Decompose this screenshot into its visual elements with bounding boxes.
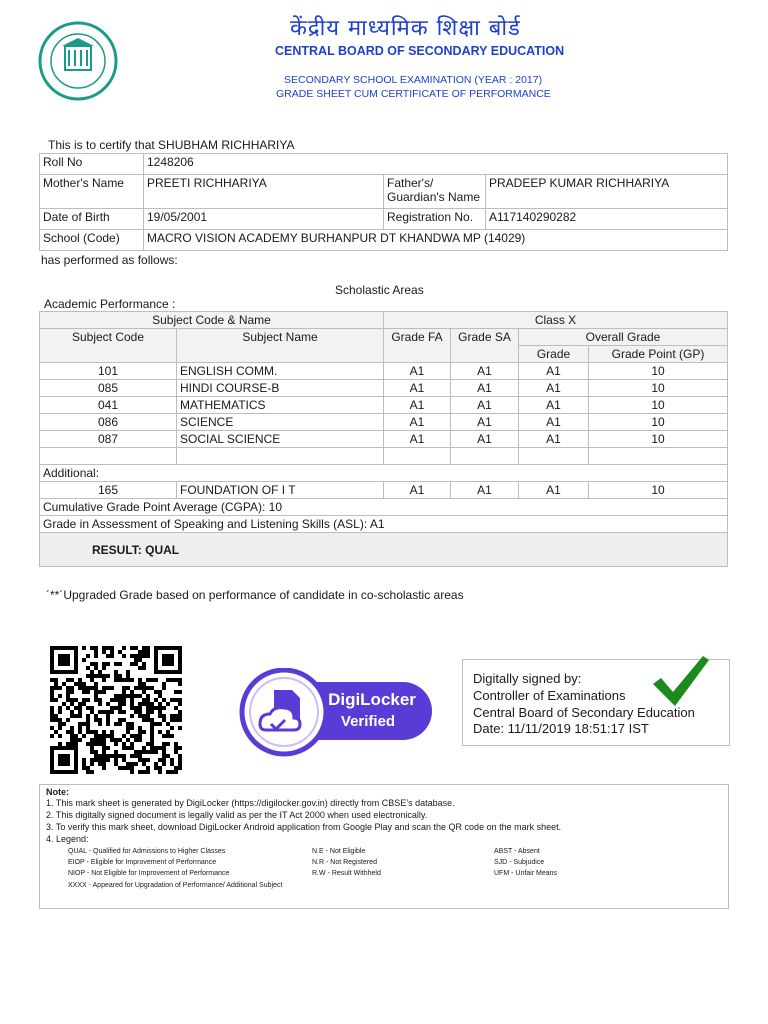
grade-fa: A1 — [384, 431, 451, 448]
note-4: 4. Legend: — [46, 834, 89, 844]
marks-table — [39, 311, 728, 567]
note-title: Note: — [46, 787, 69, 797]
header-class: Class X — [384, 312, 728, 329]
legend-ne: N.E - Not Eligible — [312, 848, 366, 855]
header-subject-code: Subject Code — [40, 329, 177, 363]
grade-point: 10 — [589, 414, 728, 431]
subject-name: MATHEMATICS — [177, 397, 384, 414]
sig-line3: Central Board of Secondary Education — [473, 705, 695, 720]
sig-line4: Date: 11/11/2019 18:51:17 IST — [473, 721, 649, 736]
table-row — [40, 363, 728, 380]
school-label: School (Code) — [40, 230, 144, 251]
table-row — [40, 482, 728, 499]
digilocker-line1: DigiLocker — [328, 690, 416, 709]
note-3: 3. To verify this mark sheet, download DigiLocker Android application from Google Play and scan the QR code on the mark sheet. — [46, 822, 562, 832]
digilocker-verified-badge — [238, 668, 434, 760]
grade-fa: A1 — [384, 482, 451, 499]
header-grade-sa: Grade SA — [451, 329, 519, 363]
legend-nr: N.R - Not Registered — [312, 859, 377, 866]
grade-sa: A1 — [451, 363, 519, 380]
grade-sa: A1 — [451, 397, 519, 414]
certificate-line: GRADE SHEET CUM CERTIFICATE OF PERFORMANCE — [276, 88, 551, 100]
header-subject-name: Subject Name — [177, 329, 384, 363]
legend-niop: NIOP - Not Eligible for Improvement of Performance — [68, 870, 230, 877]
additional-label: Additional: — [40, 465, 728, 482]
father-label-line2: Guardian's Name — [387, 190, 480, 204]
subject-name: SCIENCE — [177, 414, 384, 431]
cbse-logo — [38, 20, 118, 102]
grade-point: 10 — [589, 397, 728, 414]
reg-value: A117140290282 — [486, 209, 728, 230]
roll-value: 1248206 — [144, 154, 728, 175]
performed-text: has performed as follows: — [41, 253, 178, 267]
subject-name: ENGLISH COMM. — [177, 363, 384, 380]
father-label-line1: Father's/ — [387, 176, 434, 190]
mother-value: PREETI RICHHARIYA — [144, 175, 384, 209]
grade-fa: A1 — [384, 414, 451, 431]
header-subject-code-name: Subject Code & Name — [40, 312, 384, 329]
hindi-board-title: केंद्रीय माध्यमिक शिक्षा बोर्ड — [290, 16, 521, 41]
legend-eiop: EIOP - Eligible for Improvement of Performance — [68, 859, 217, 866]
empty-row — [40, 448, 728, 465]
father-label — [384, 175, 486, 209]
cgpa: Cumulative Grade Point Average (CGPA): 10 — [40, 499, 728, 516]
grade-point: 10 — [589, 431, 728, 448]
grade-point: 10 — [589, 380, 728, 397]
overall-grade: A1 — [519, 363, 589, 380]
header-grade-point: Grade Point (GP) — [589, 346, 728, 363]
overall-grade: A1 — [519, 380, 589, 397]
qr-code — [48, 645, 184, 775]
table-row — [40, 414, 728, 431]
exam-line: SECONDARY SCHOOL EXAMINATION (YEAR : 2017) — [284, 74, 543, 86]
subject-code: 165 — [40, 482, 177, 499]
legend-abst: ABST - Absent — [494, 848, 540, 855]
header-grade-fa: Grade FA — [384, 329, 451, 363]
table-row — [40, 431, 728, 448]
dob-label: Date of Birth — [40, 209, 144, 230]
overall-grade: A1 — [519, 414, 589, 431]
table-row — [40, 380, 728, 397]
grade-sa: A1 — [451, 380, 519, 397]
grade-sa: A1 — [451, 431, 519, 448]
student-info-table — [39, 153, 728, 251]
header-grade: Grade — [519, 346, 589, 363]
dob-value: 19/05/2001 — [144, 209, 384, 230]
digilocker-line2: Verified — [340, 713, 396, 730]
scholastic-title: Scholastic Areas — [335, 283, 424, 297]
digital-signature-box — [462, 659, 730, 746]
legend-rw: R.W - Result Withheld — [312, 870, 381, 877]
legend-xxxx: XXXX - Appeared for Upgradation of Performance/ Additional Subject — [68, 882, 283, 889]
subject-name: HINDI COURSE-B — [177, 380, 384, 397]
grade-sa: A1 — [451, 482, 519, 499]
legend-sjd: SJD - Subjudice — [494, 859, 545, 866]
overall-grade: A1 — [519, 431, 589, 448]
subject-code: 087 — [40, 431, 177, 448]
asl-grade: Grade in Assessment of Speaking and Listening Skills (ASL): A1 — [40, 516, 728, 533]
upgraded-grade-note: ´**´Upgraded Grade based on performance of candidate in co-scholastic areas — [46, 588, 464, 602]
grade-sa: A1 — [451, 414, 519, 431]
subject-code: 101 — [40, 363, 177, 380]
grade-fa: A1 — [384, 363, 451, 380]
sig-line2: Controller of Examinations — [473, 688, 626, 703]
overall-grade: A1 — [519, 482, 589, 499]
note-1: 1. This mark sheet is generated by DigiLocker (https://digilocker.gov.in) directly from CBSE’s database. — [46, 798, 455, 808]
certify-text: This is to certify that SHUBHAM RICHHARIYA — [48, 138, 295, 152]
subject-name: FOUNDATION OF I T — [177, 482, 384, 499]
grade-point: 10 — [589, 363, 728, 380]
legend-qual: QUAL - Qualified for Admissions to Higher Classes — [68, 848, 226, 855]
legend-ufm: UFM - Unfair Means — [494, 870, 558, 877]
result: RESULT: QUAL — [40, 533, 728, 567]
subject-code: 041 — [40, 397, 177, 414]
subject-name: SOCIAL SCIENCE — [177, 431, 384, 448]
table-row — [40, 397, 728, 414]
grade-fa: A1 — [384, 380, 451, 397]
sig-line1: Digitally signed by: — [473, 671, 582, 686]
mother-label: Mother's Name — [40, 175, 144, 209]
roll-label: Roll No — [40, 154, 144, 175]
subject-code: 086 — [40, 414, 177, 431]
father-value: PRADEEP KUMAR RICHHARIYA — [486, 175, 728, 209]
overall-grade: A1 — [519, 397, 589, 414]
grade-fa: A1 — [384, 397, 451, 414]
note-box — [39, 784, 729, 909]
subject-code: 085 — [40, 380, 177, 397]
grade-point: 10 — [589, 482, 728, 499]
academic-title: Academic Performance : — [44, 297, 176, 311]
board-name: CENTRAL BOARD OF SECONDARY EDUCATION — [275, 44, 565, 58]
reg-label: Registration No. — [384, 209, 486, 230]
header-overall-grade: Overall Grade — [519, 329, 728, 346]
note-2: 2. This digitally signed document is legally valid as per the IT Act 2000 when used electronically. — [46, 810, 428, 820]
checkmark-icon — [651, 654, 711, 708]
school-value: MACRO VISION ACADEMY BURHANPUR DT KHANDWA MP (14029) — [144, 230, 728, 251]
